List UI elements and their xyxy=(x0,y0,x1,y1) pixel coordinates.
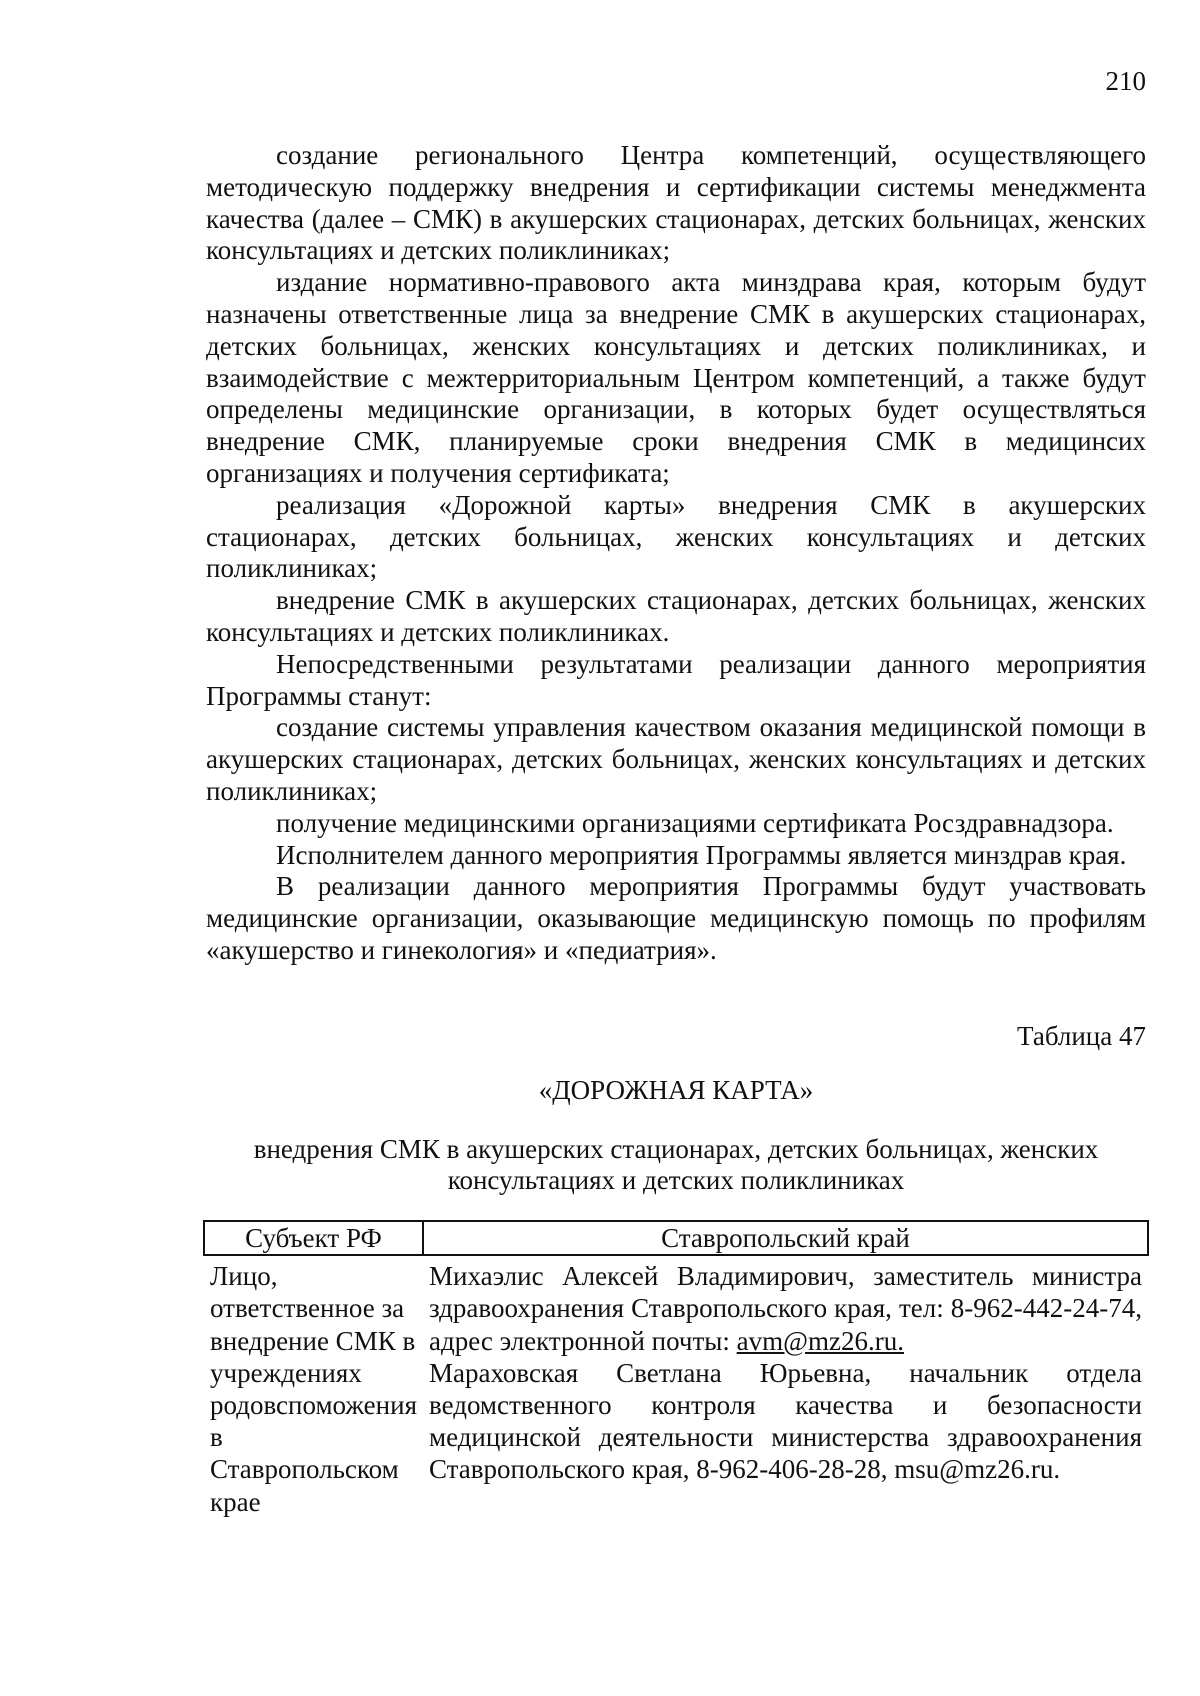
table-header-row xyxy=(204,1221,1148,1255)
table-label: Таблица 47 xyxy=(1017,1021,1146,1051)
table-subtitle-line: консультациях и детских поликлиниках xyxy=(447,1165,905,1195)
paragraph: Непосредственными результатами реализации данного мероприятия Программы станут: xyxy=(206,648,1146,711)
table-header-region: Ставропольский край xyxy=(423,1221,1148,1255)
responsible-person-label: Лицо, ответственное за внедрение СМК в учреждениях родовспоможения в Ставропольском крае xyxy=(210,1261,417,1517)
paragraph: В реализации данного мероприятия Программы будут участвовать медицинские организации, оказывающие медицинскую помощь по профилям «акушерство и гинекология» и «педиатрия». xyxy=(206,871,1146,965)
roadmap-table xyxy=(203,1220,1149,1518)
email-link[interactable]: avm@mz26.ru. xyxy=(736,1325,904,1356)
contact-entry xyxy=(429,1260,1142,1357)
contact-entry: Мараховская Светлана Юрьевна, начальник отдела ведомственного контроля качества и безопасности медицинской деятельности министерства здравоохранения Ставропольского края, 8-962-406-28-28, msu@mz26.ru. xyxy=(428,1357,1142,1485)
paragraph: создание регионального Центра компетенций, осуществляющего методическую поддержку внедрения и сертификации системы менеджмента качества (далее – СМК) в акушерских стационарах, детских больницах, женских консультациях и детских поликлиниках; xyxy=(206,140,1146,266)
paragraph: издание нормативно-правового акта минздрава края, которым будут назначены ответственные лица за внедрение СМК в акушерских стационарах, детских больницах, женских консультациях и детских поликлиниках, и взаимодействие с межтерриториальным Центром компетенций, а также будут определены медицинские организации, в которых будет осуществляться внедрение СМК, планируемые сроки внедрения СМК в медицинсих организациях и получения сертификата; xyxy=(206,267,1146,488)
table-header-subject: Субъект РФ xyxy=(204,1221,423,1255)
paragraph: Исполнителем данного мероприятия Программы является минздрав края. xyxy=(276,839,1127,870)
table-row xyxy=(204,1255,1148,1518)
body-text xyxy=(206,140,1146,967)
page-number: 210 xyxy=(1105,66,1146,96)
paragraph: получение медицинскими организациями сертификата Росздравнадзора. xyxy=(276,807,1114,838)
table-title: «ДОРОЖНАЯ КАРТА» xyxy=(538,1075,814,1105)
paragraph: создание системы управления качеством оказания медицинской помощи в акушерских стационарах, детских больницах, женских консультациях и детских поликлиниках; xyxy=(206,712,1146,806)
contact-text: Михаэлис Алексей Владимирович, заместитель министра здравоохранения Ставропольского края, тел: 8-962-442-24-74, адрес электронной почты: xyxy=(428,1261,1142,1356)
paragraph: внедрение СМК в акушерских стационарах, детских больницах, женских консультациях и детских поликлиниках. xyxy=(206,585,1146,647)
responsible-contacts xyxy=(423,1255,1148,1518)
table-subtitle xyxy=(206,1134,1146,1196)
paragraph: реализация «Дорожной карты» внедрения СМК в акушерских стационарах, детских больницах, женских консультациях и детских поликлиниках; xyxy=(206,489,1146,584)
table-subtitle-line: внедрения СМК в акушерских стационарах, детских больницах, женских xyxy=(253,1134,1099,1164)
